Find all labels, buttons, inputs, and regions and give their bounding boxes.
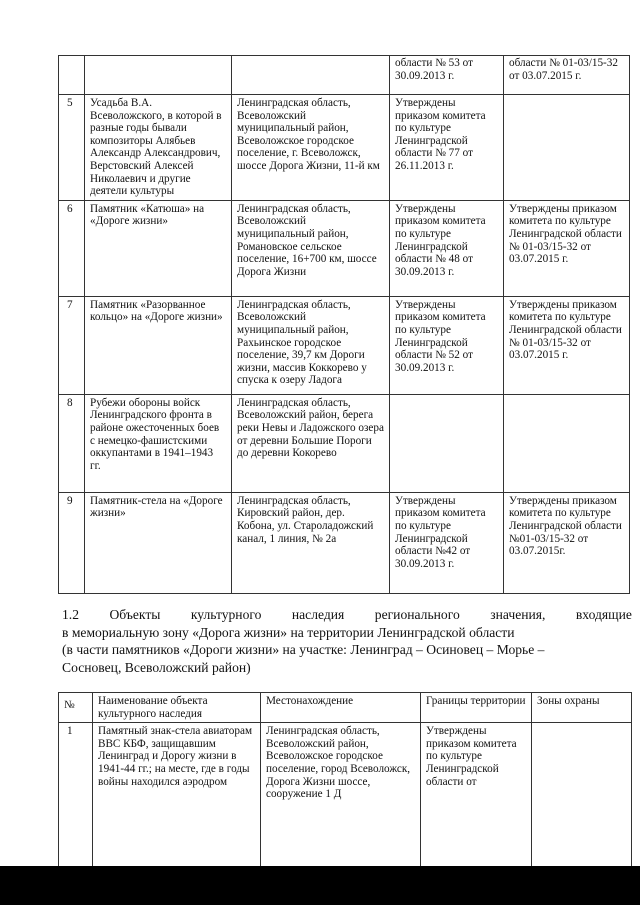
protection-zones: Утверждены приказом комитета по культуре Ленинградской области №01-03/15-32 от 03.07.2015г. — [504, 492, 630, 593]
object-name: Рубежи обороны войск Ленинградского фронта в районе ожесточенных боев с немецко-фашистскими оккупантами в 1941–1943 гг. — [85, 394, 232, 492]
object-location: Ленинградская область, Всеволожский муниципальный район, Романовское сельское поселение, 16+700 км, шоссе Дорога Жизни — [232, 200, 390, 296]
object-name: Памятный знак-стела авиаторам ВВС КБФ, защищавшим Ленинград и Дорогу жизни в 1941-44 гг.; на месте, где в годы войны находился аэродром — [93, 723, 261, 871]
row-number: 5 — [59, 95, 85, 201]
object-location — [232, 56, 390, 95]
row-number: 9 — [59, 492, 85, 593]
scan-border — [0, 866, 640, 905]
heading-line-1 — [62, 606, 632, 624]
header-zones: Зоны охраны — [532, 693, 632, 723]
heading-line-3: (в части памятников «Дороги жизни» на участке: Ленинград – Осиновец – Морье – — [62, 642, 545, 657]
object-name: Усадьба В.А. Всеволожского, в которой в разные годы бывали композиторы Алябьев Александр Александрович, Верстовский Алексей Николаевич и другие деятели культуры — [85, 95, 232, 201]
object-name: Памятник-стела на «Дороге жизни» — [85, 492, 232, 593]
protection-zones — [504, 394, 630, 492]
object-name: Памятник «Катюша» на «Дороге жизни» — [85, 200, 232, 296]
territory-borders: Утверждены приказом комитета по культуре Ленинградской области № 77 от 26.11.2013 г. — [390, 95, 504, 201]
protection-zones: Утверждены приказом комитета по культуре Ленинградской области № 01-03/15-32 от 03.07.2015 г. — [504, 296, 630, 394]
heading-word: регионального — [374, 607, 460, 622]
object-location: Ленинградская область, Всеволожский район, Всеволожское городское поселение, город Всеволожск, Дорога Жизни шоссе, сооружение 1 Д — [261, 723, 421, 871]
object-name — [85, 56, 232, 95]
heading-line-2: в мемориальную зону «Дорога жизни» на территории Ленинградской области — [62, 624, 515, 640]
row-number — [59, 56, 85, 95]
heading-word: входящие — [575, 607, 632, 622]
row-number: 1 — [59, 723, 93, 871]
header-name: Наименование объекта культурного наследия — [93, 693, 261, 723]
heading-word: Объекты — [109, 607, 161, 622]
object-location: Ленинградская область, Всеволожский муниципальный район, Рахьинское городское поселение, 39,7 км Дороги жизни, массив Коккорево у спуска к озеру Ладога — [232, 296, 390, 394]
header-location: Местонахождение — [261, 693, 421, 723]
object-location: Ленинградская область, Кировский район, дер. Кобона, ул. Староладожский канал, 1 линия, № 2а — [232, 492, 390, 593]
object-name: Памятник «Разорванное кольцо» на «Дороге жизни» — [85, 296, 232, 394]
row-number: 7 — [59, 296, 85, 394]
territory-borders: Утверждены приказом комитета по культуре Ленинградской области № 52 от 30.09.2013 г. — [390, 296, 504, 394]
table-row — [59, 200, 630, 296]
header-number: № — [59, 693, 93, 723]
table-row — [59, 394, 630, 492]
territory-borders: области № 53 от 30.09.2013 г. — [390, 56, 504, 95]
section-heading — [62, 606, 632, 676]
territory-borders: Утверждены приказом комитета по культуре Ленинградской области от — [421, 723, 532, 871]
table-row — [59, 296, 630, 394]
territory-borders: Утверждены приказом комитета по культуре Ленинградской области №42 от 30.09.2013 г. — [390, 492, 504, 593]
table-row — [59, 56, 630, 95]
table-row — [59, 492, 630, 593]
heading-word: значения, — [490, 607, 546, 622]
territory-borders: Утверждены приказом комитета по культуре Ленинградской области № 48 от 30.09.2013 г. — [390, 200, 504, 296]
regional-objects-table — [58, 692, 632, 871]
row-number: 8 — [59, 394, 85, 492]
table-row — [59, 723, 632, 871]
protection-zones — [504, 95, 630, 201]
row-number: 6 — [59, 200, 85, 296]
object-location: Ленинградская область, Всеволожский район, берега реки Невы и Ладожского озера от деревни Большие Пороги до деревни Кокорево — [232, 394, 390, 492]
table-row — [59, 95, 630, 201]
protection-zones — [532, 723, 632, 871]
protection-zones: области № 01-03/15-32 от 03.07.2015 г. — [504, 56, 630, 95]
monuments-table — [58, 55, 630, 594]
object-location: Ленинградская область, Всеволожский муниципальный район, Всеволожское городское поселение, г. Всеволожск, шоссе Дорога Жизни, 11-й км — [232, 95, 390, 201]
section-number: 1.2 — [62, 607, 79, 622]
table-header-row — [59, 693, 632, 723]
heading-line-4: Сосновец, Всеволожский район) — [62, 659, 251, 675]
heading-word: наследия — [291, 607, 345, 622]
protection-zones: Утверждены приказом комитета по культуре Ленинградской области № 01-03/15-32 от 03.07.2015 г. — [504, 200, 630, 296]
header-borders: Границы территории — [421, 693, 532, 723]
territory-borders — [390, 394, 504, 492]
heading-word: культурного — [190, 607, 262, 622]
